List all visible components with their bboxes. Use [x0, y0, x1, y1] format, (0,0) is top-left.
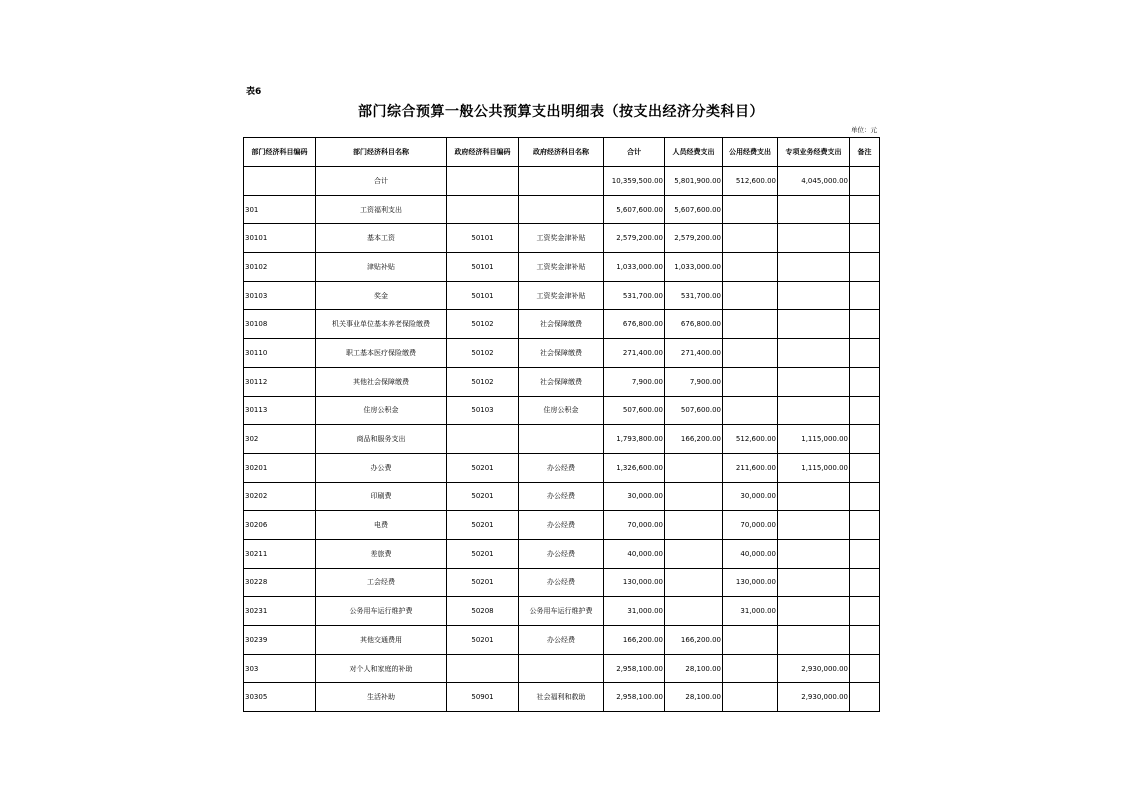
table-cell-code	[244, 167, 316, 196]
table-cell-code: 301	[244, 195, 316, 224]
table-cell-gov-name: 社会保障缴费	[519, 367, 604, 396]
table-row	[244, 281, 880, 310]
table-cell-code: 30231	[244, 597, 316, 626]
table-cell-name: 办公费	[316, 453, 447, 482]
table-cell-note	[850, 568, 880, 597]
table-cell-public: 512,600.00	[723, 167, 778, 196]
table-cell-code: 30102	[244, 253, 316, 282]
table-cell-special: 2,930,000.00	[778, 654, 850, 683]
table-cell-personnel: 1,033,000.00	[665, 253, 723, 282]
table-cell-special	[778, 281, 850, 310]
table-cell-total: 1,033,000.00	[604, 253, 665, 282]
table-cell-gov-code: 50101	[447, 281, 519, 310]
table-cell-total: 271,400.00	[604, 339, 665, 368]
table-cell-gov-name: 公务用车运行维护费	[519, 597, 604, 626]
table-cell-gov-code: 50201	[447, 539, 519, 568]
table-header-row	[244, 138, 880, 167]
table-cell-note	[850, 224, 880, 253]
table-cell-public: 130,000.00	[723, 568, 778, 597]
table-cell-gov-name: 住房公积金	[519, 396, 604, 425]
table-cell-public	[723, 367, 778, 396]
table-cell-gov-code: 50201	[447, 626, 519, 655]
table-cell-note	[850, 310, 880, 339]
table-cell-total: 166,200.00	[604, 626, 665, 655]
table-cell-gov-name: 工资奖金津补贴	[519, 281, 604, 310]
table-cell-personnel: 676,800.00	[665, 310, 723, 339]
table-cell-gov-code	[447, 167, 519, 196]
table-cell-public: 31,000.00	[723, 597, 778, 626]
table-cell-public: 211,600.00	[723, 453, 778, 482]
table-cell-code: 30202	[244, 482, 316, 511]
table-cell-total: 10,359,500.00	[604, 167, 665, 196]
table-cell-public	[723, 253, 778, 282]
table-cell-note	[850, 195, 880, 224]
table-cell-personnel: 7,900.00	[665, 367, 723, 396]
table-cell-gov-code: 50201	[447, 453, 519, 482]
table-cell-personnel: 5,801,900.00	[665, 167, 723, 196]
table-cell-name: 工会经费	[316, 568, 447, 597]
table-cell-special	[778, 339, 850, 368]
table-cell-name: 生活补助	[316, 683, 447, 712]
table-cell-public: 30,000.00	[723, 482, 778, 511]
table-cell-gov-name: 办公经费	[519, 482, 604, 511]
table-cell-gov-code: 50101	[447, 253, 519, 282]
table-cell-gov-name: 工资奖金津补贴	[519, 224, 604, 253]
table-row	[244, 253, 880, 282]
table-cell-gov-name	[519, 167, 604, 196]
table-cell-special: 1,115,000.00	[778, 425, 850, 454]
table-row	[244, 539, 880, 568]
table-cell-public	[723, 683, 778, 712]
table-row	[244, 482, 880, 511]
table-cell-gov-code: 50101	[447, 224, 519, 253]
table-cell-public	[723, 224, 778, 253]
table-cell-note	[850, 626, 880, 655]
table-cell-total: 676,800.00	[604, 310, 665, 339]
table-cell-total: 40,000.00	[604, 539, 665, 568]
table-cell-personnel	[665, 511, 723, 540]
table-cell-code: 30211	[244, 539, 316, 568]
table-cell-personnel	[665, 539, 723, 568]
table-cell-note	[850, 367, 880, 396]
table-cell-note	[850, 339, 880, 368]
table-cell-personnel: 166,200.00	[665, 626, 723, 655]
table-cell-name: 商品和服务支出	[316, 425, 447, 454]
table-cell-code: 30103	[244, 281, 316, 310]
page-title: 部门综合预算一般公共预算支出明细表（按支出经济分类科目）	[358, 104, 764, 120]
table-cell-note	[850, 597, 880, 626]
table-row	[244, 511, 880, 540]
table-cell-code: 30201	[244, 453, 316, 482]
table-cell-note	[850, 539, 880, 568]
table-cell-personnel: 2,579,200.00	[665, 224, 723, 253]
table-cell-code: 30239	[244, 626, 316, 655]
table-cell-personnel: 28,100.00	[665, 683, 723, 712]
table-cell-personnel: 507,600.00	[665, 396, 723, 425]
table-cell-personnel	[665, 568, 723, 597]
table-cell-special	[778, 253, 850, 282]
column-header: 人员经费支出	[665, 138, 723, 167]
table-cell-name: 差旅费	[316, 539, 447, 568]
table-cell-name: 公务用车运行维护费	[316, 597, 447, 626]
table-cell-special: 1,115,000.00	[778, 453, 850, 482]
table-row	[244, 683, 880, 712]
table-cell-name: 工资福利支出	[316, 195, 447, 224]
table-cell-gov-code: 50102	[447, 339, 519, 368]
table-cell-gov-code: 50208	[447, 597, 519, 626]
table-cell-public	[723, 626, 778, 655]
table-row	[244, 167, 880, 196]
table-cell-total: 30,000.00	[604, 482, 665, 511]
table-cell-public	[723, 195, 778, 224]
table-cell-total: 2,958,100.00	[604, 654, 665, 683]
table-row	[244, 568, 880, 597]
table-cell-public: 512,600.00	[723, 425, 778, 454]
table-cell-code: 30110	[244, 339, 316, 368]
table-cell-note	[850, 453, 880, 482]
table-row	[244, 367, 880, 396]
table-row	[244, 339, 880, 368]
table-number: 表6	[246, 87, 262, 97]
table-cell-gov-code	[447, 654, 519, 683]
table-cell-public	[723, 281, 778, 310]
table-cell-name: 机关事业单位基本养老保险缴费	[316, 310, 447, 339]
table-cell-code: 30112	[244, 367, 316, 396]
table-cell-special	[778, 626, 850, 655]
table-cell-note	[850, 425, 880, 454]
table-cell-name: 其他社会保障缴费	[316, 367, 447, 396]
table-cell-total: 130,000.00	[604, 568, 665, 597]
table-cell-gov-code: 50201	[447, 568, 519, 597]
column-header: 政府经济科目编码	[447, 138, 519, 167]
table-cell-gov-name: 社会福利和救助	[519, 683, 604, 712]
table-cell-public	[723, 339, 778, 368]
table-cell-gov-code: 50102	[447, 367, 519, 396]
expenditure-table	[243, 137, 880, 712]
table-cell-special	[778, 224, 850, 253]
table-cell-personnel: 531,700.00	[665, 281, 723, 310]
table-cell-personnel: 5,607,600.00	[665, 195, 723, 224]
table-cell-public	[723, 310, 778, 339]
table-cell-gov-name: 社会保障缴费	[519, 310, 604, 339]
table-cell-note	[850, 482, 880, 511]
table-cell-code: 30228	[244, 568, 316, 597]
table-cell-gov-name: 办公经费	[519, 539, 604, 568]
table-row	[244, 310, 880, 339]
table-cell-gov-code: 50201	[447, 482, 519, 511]
table-cell-total: 1,326,600.00	[604, 453, 665, 482]
table-cell-name: 电费	[316, 511, 447, 540]
table-cell-gov-code	[447, 425, 519, 454]
table-cell-personnel: 166,200.00	[665, 425, 723, 454]
table-row	[244, 425, 880, 454]
table-cell-code: 30113	[244, 396, 316, 425]
table-cell-public	[723, 654, 778, 683]
table-cell-total: 2,958,100.00	[604, 683, 665, 712]
table-row	[244, 396, 880, 425]
table-cell-gov-code	[447, 195, 519, 224]
table-cell-gov-name: 社会保障缴费	[519, 339, 604, 368]
table-cell-name: 基本工资	[316, 224, 447, 253]
table-cell-note	[850, 511, 880, 540]
table-cell-code: 303	[244, 654, 316, 683]
table-cell-gov-code: 50201	[447, 511, 519, 540]
column-header: 政府经济科目名称	[519, 138, 604, 167]
table-cell-note	[850, 683, 880, 712]
table-cell-name: 住房公积金	[316, 396, 447, 425]
table-cell-public: 40,000.00	[723, 539, 778, 568]
table-cell-total: 7,900.00	[604, 367, 665, 396]
table-cell-code: 302	[244, 425, 316, 454]
table-cell-gov-name	[519, 425, 604, 454]
column-header: 部门经济科目编码	[244, 138, 316, 167]
table-cell-total: 1,793,800.00	[604, 425, 665, 454]
table-cell-name: 其他交通费用	[316, 626, 447, 655]
table-cell-total: 2,579,200.00	[604, 224, 665, 253]
table-cell-personnel	[665, 597, 723, 626]
table-cell-name: 津贴补贴	[316, 253, 447, 282]
table-cell-special	[778, 195, 850, 224]
table-cell-note	[850, 281, 880, 310]
table-cell-public: 70,000.00	[723, 511, 778, 540]
column-header: 备注	[850, 138, 880, 167]
table-cell-special	[778, 396, 850, 425]
table-cell-gov-name: 办公经费	[519, 511, 604, 540]
table-row	[244, 195, 880, 224]
table-cell-gov-code: 50102	[447, 310, 519, 339]
table-cell-personnel: 28,100.00	[665, 654, 723, 683]
table-row	[244, 597, 880, 626]
table-row	[244, 654, 880, 683]
table-cell-note	[850, 167, 880, 196]
column-header: 专项业务经费支出	[778, 138, 850, 167]
column-header: 合计	[604, 138, 665, 167]
table-cell-special	[778, 597, 850, 626]
table-cell-code: 30101	[244, 224, 316, 253]
table-row	[244, 224, 880, 253]
table-cell-personnel: 271,400.00	[665, 339, 723, 368]
table-cell-gov-code: 50103	[447, 396, 519, 425]
table-cell-public	[723, 396, 778, 425]
table-cell-personnel	[665, 482, 723, 511]
table-cell-gov-name: 工资奖金津补贴	[519, 253, 604, 282]
table-cell-total: 5,607,600.00	[604, 195, 665, 224]
table-cell-gov-code: 50901	[447, 683, 519, 712]
table-cell-note	[850, 654, 880, 683]
table-cell-special	[778, 367, 850, 396]
table-cell-total: 507,600.00	[604, 396, 665, 425]
table-cell-name: 奖金	[316, 281, 447, 310]
table-cell-gov-name: 办公经费	[519, 626, 604, 655]
table-cell-name: 合计	[316, 167, 447, 196]
table-cell-special	[778, 310, 850, 339]
table-cell-personnel	[665, 453, 723, 482]
table-cell-code: 30108	[244, 310, 316, 339]
table-cell-special	[778, 482, 850, 511]
table-cell-total: 70,000.00	[604, 511, 665, 540]
table-cell-gov-name	[519, 654, 604, 683]
column-header: 公用经费支出	[723, 138, 778, 167]
table-cell-note	[850, 396, 880, 425]
table-cell-total: 31,000.00	[604, 597, 665, 626]
table-cell-special	[778, 511, 850, 540]
table-row	[244, 626, 880, 655]
table-cell-special	[778, 568, 850, 597]
table-cell-special: 4,045,000.00	[778, 167, 850, 196]
unit-label: 单位：元	[851, 126, 877, 134]
table-cell-name: 职工基本医疗保险缴费	[316, 339, 447, 368]
table-cell-name: 印刷费	[316, 482, 447, 511]
table-cell-special: 2,930,000.00	[778, 683, 850, 712]
table-cell-code: 30206	[244, 511, 316, 540]
column-header: 部门经济科目名称	[316, 138, 447, 167]
table-cell-gov-name: 办公经费	[519, 453, 604, 482]
table-row	[244, 453, 880, 482]
table-cell-note	[850, 253, 880, 282]
table-cell-total: 531,700.00	[604, 281, 665, 310]
table-cell-special	[778, 539, 850, 568]
table-cell-gov-name	[519, 195, 604, 224]
table-cell-code: 30305	[244, 683, 316, 712]
table-cell-name: 对个人和家庭的补助	[316, 654, 447, 683]
table-cell-gov-name: 办公经费	[519, 568, 604, 597]
